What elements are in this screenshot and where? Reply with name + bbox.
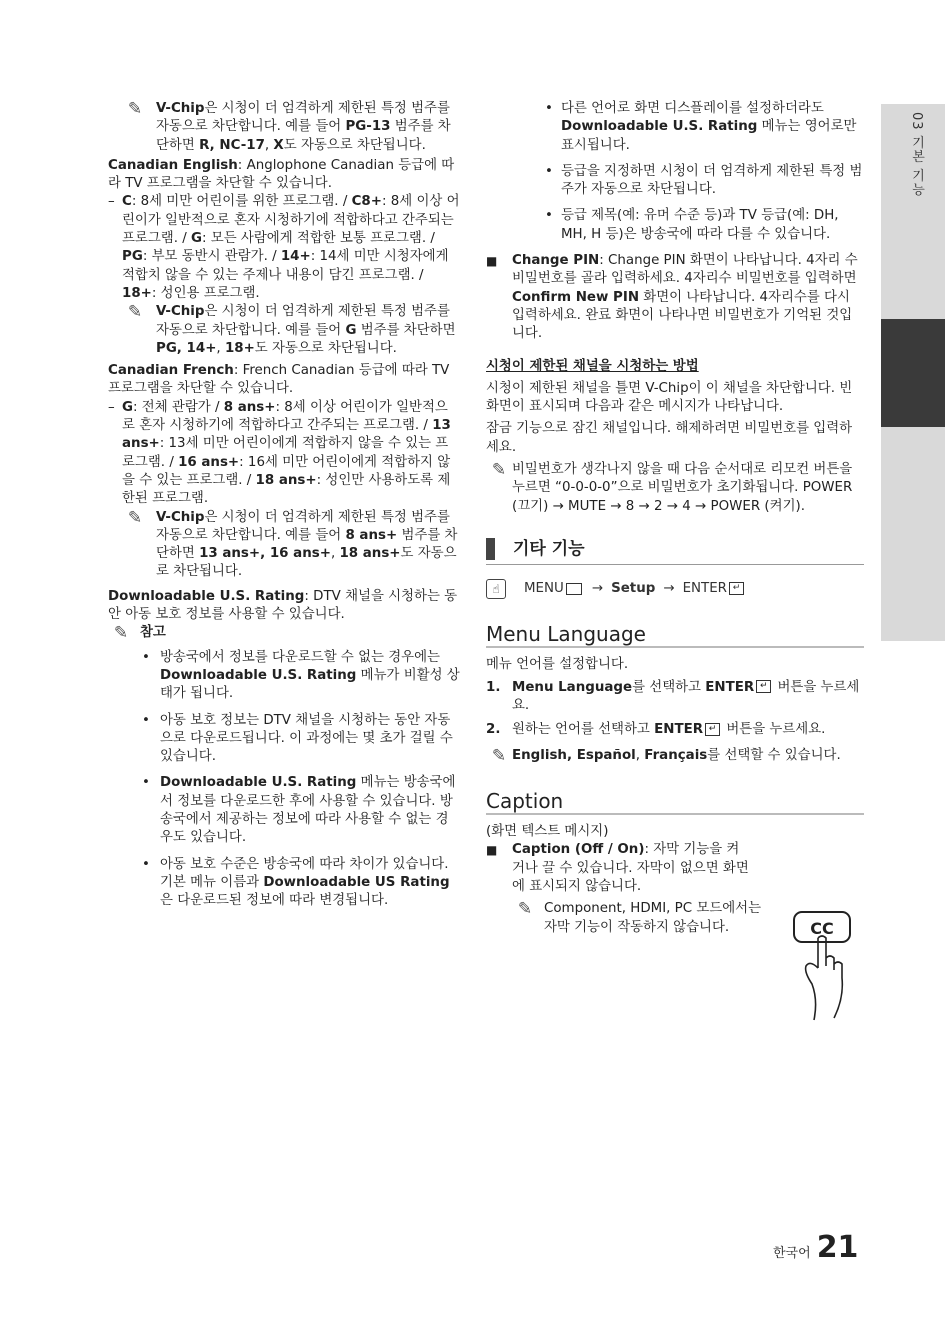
enter-button-icon: ↵ [705, 723, 720, 736]
caption-note: ✎ Component, HDMI, PC 모드에서는 자막 기능이 작동하지 않습니다. [486, 900, 774, 937]
step-item: 2. 원하는 언어를 선택하고 ENTER ↵ 버튼을 누르세요. [486, 722, 826, 738]
list-item: • 등급을 지정하면 시청이 더 엄격하게 제한된 특정 범주가 자동으로 차단됩니다. [545, 163, 863, 198]
list-item: • 아동 보호 정보는 DTV 채널을 시청하는 동안 자동으로 다운로드됩니다. 이 과정에는 몇 초가 걸릴 수 있습니다. [142, 712, 453, 765]
menu-language-desc: 메뉴 언어를 설정합니다. [486, 657, 629, 673]
section-header-other: 기타 기능 [486, 538, 864, 565]
list-item: • 아동 보호 수준은 방송국에 따라 차이가 있습니다. 기본 메뉴 이름과 Downloadable US Rating은 다운로드된 정보에 따라 변경됩니다. [142, 856, 450, 909]
pencil-note-icon: ✎ [127, 99, 143, 119]
canadian-french-ratings: – G: 전체 관람가 / 8 ans+: 8세 이상 어린이가 일반적으로 혼자 시청하기에 적합하다고 간주되는 프로그램. / 13 ans+: 13세 미만 어린이에게 적합하지 않을 수 있는 프로그램. / 16 ans+: 16세 미만 어린이에게 적합하지 않을 수 있는 프로그램. / 18 ans+: 성인만 사용하도록 제한된 프로그램. [108, 399, 451, 507]
menu-language-title: Menu Language [486, 625, 864, 648]
list-item: • 등급 제목(예: 유머 수준 등)과 TV 등급(예: DH, MH, H 등)은 방송국에 따라 다를 수 있습니다. [545, 208, 839, 242]
list-item: • Downloadable U.S. Rating 메뉴는 방송국에서 정보를 다운로드한 후에 사용할 수 있습니다. 방송국에서 제공하는 정보에 따라 사용할 수 없는 경우도 있습니다. [142, 775, 456, 846]
blocked-channel-text: 시청이 제한된 채널을 틀면 V-Chip이 이 채널을 차단합니다. 빈 화면이 표시되며 다음과 같은 메시지가 나타납니다. [486, 380, 853, 415]
language-note: ✎ English, Español, Français를 선택할 수 있습니다. [486, 747, 864, 765]
canadian-english-text: Canadian English: Anglophone Canadian 등급에 따라 TV 프로그램을 차단할 수 있습니다. [108, 157, 455, 192]
caption-title: Caption [486, 792, 864, 815]
caption-desc: (화면 텍스트 메시지) [486, 824, 609, 840]
blocked-channel-message: 잠금 기능으로 잠긴 채널입니다. 해제하려면 비밀번호를 입력하세요. [486, 421, 853, 455]
page-footer [773, 1230, 858, 1265]
step-item: 1. Menu Language를 선택하고 ENTER ↵ 버튼을 누르세요. [486, 679, 860, 713]
vchip-note-1: ✎ V-Chip은 시청이 더 엄격하게 제한된 특정 범주를 자동으로 차단합니다. 예를 들어 PG-13 범주를 차단하면 R, NC-17, X도 자동으로 차단됩니다. [108, 100, 460, 155]
pencil-note-icon: ✎ [491, 460, 507, 481]
list-item: • 방송국에서 정보를 다운로드할 수 없는 경우에는 Downloadable U.S. Rating 메뉴가 비활성 상태가 됩니다. [142, 649, 460, 702]
page-number: 21 [816, 1230, 859, 1265]
right-column [486, 100, 864, 937]
canadian-english-ratings: – C: 8세 미만 어린이를 위한 프로그램. / C8+: 8세 이상 어린이가 일반적으로 혼자 시청하기에 적합하다고 간주되는 프로그램. / G: 모든 사람에게 적합한 보통 프로그램. / PG: 부모 동반시 관람가. / 14+: 14세 미만 시청자에게 적합치 않을 수 있는 주제나 내용이 담긴 프로그램. / 18+: 성인용 프로그램. [108, 194, 460, 301]
pin-reset-note: ✎ 비밀번호가 생각나지 않을 때 다음 순서대로 리모컨 버튼을 누르면 “0-0-0-0”으로 비밀번호가 초기화됩니다. POWER (끄기) → MUTE → 8 → 2 → 4 → POWER (켜기). [486, 461, 864, 516]
note-heading: ✎ 참고 [108, 624, 460, 642]
caption-item: ■ Caption (Off / On): 자막 기능을 켜거나 끌 수 있습니다. 자막이 없으면 화면에 표시되지 않습니다. [486, 842, 749, 894]
hand-menu-icon: ☝ [486, 579, 506, 599]
enter-button-icon: ↵ [756, 680, 771, 693]
menu-path: ☝ MENU → Setup → ENTER ↵ [486, 579, 864, 599]
list-item: • 다른 언어로 화면 디스플레이를 설정하더라도 Downloadable U.S. Rating 메뉴는 영어로만 표시됩니다. [545, 101, 857, 153]
blocked-channel-heading: 시청이 제한된 채널을 시청하는 방법 [486, 358, 699, 374]
footer-language: 한국어 [773, 1246, 811, 1261]
downloadable-rating-text: Downloadable U.S. Rating: DTV 채널을 시청하는 동안 아동 보호 정보를 사용할 수 있습니다. [108, 588, 458, 623]
hand-icon [806, 936, 843, 1020]
chapter-side-tab [881, 104, 945, 641]
pencil-note-icon: ✎ [113, 623, 129, 644]
note-bullet-list [108, 649, 460, 911]
menu-button-icon [566, 583, 582, 595]
pencil-note-icon: ✎ [127, 302, 143, 323]
pencil-note-icon: ✎ [127, 507, 143, 528]
pencil-note-icon: ✎ [517, 899, 533, 920]
enter-button-icon: ↵ [729, 582, 744, 595]
cc-button-hand-illustration [790, 908, 860, 1028]
pencil-note-icon: ✎ [491, 746, 507, 767]
vchip-note-3: ✎ V-Chip은 시청이 더 엄격하게 제한된 특정 범주를 자동으로 차단합니다. 예를 들어 8 ans+ 범주를 차단하면 13 ans+, 16 ans+, 18 ans+도 자동으로 차단됩니다. [108, 509, 460, 582]
canadian-french-text: Canadian French: French Canadian 등급에 따라 TV 프로그램을 차단할 수 있습니다. [108, 363, 450, 397]
chapter-label: 03 기본 기능 [909, 112, 924, 197]
vchip-note-2: ✎ V-Chip은 시청이 더 엄격하게 제한된 특정 범주를 자동으로 차단합니다. 예를 들어 G 범주를 차단하면 PG, 14+, 18+도 자동으로 차단됩니다. [108, 303, 460, 358]
cc-label: CC [810, 919, 834, 938]
change-pin-item: ■ Change PIN: Change PIN 화면이 나타납니다. 4자리 수 비밀번호를 골라 입력하세요. 4자리수 비밀번호를 입력하면 Confirm New PIN 화면이 나타납니다. 4자리수를 다시 입력하세요. 완료 화면이 나타나면 비밀번호가 기억된 것입니다. [486, 253, 858, 342]
left-column [108, 100, 460, 918]
